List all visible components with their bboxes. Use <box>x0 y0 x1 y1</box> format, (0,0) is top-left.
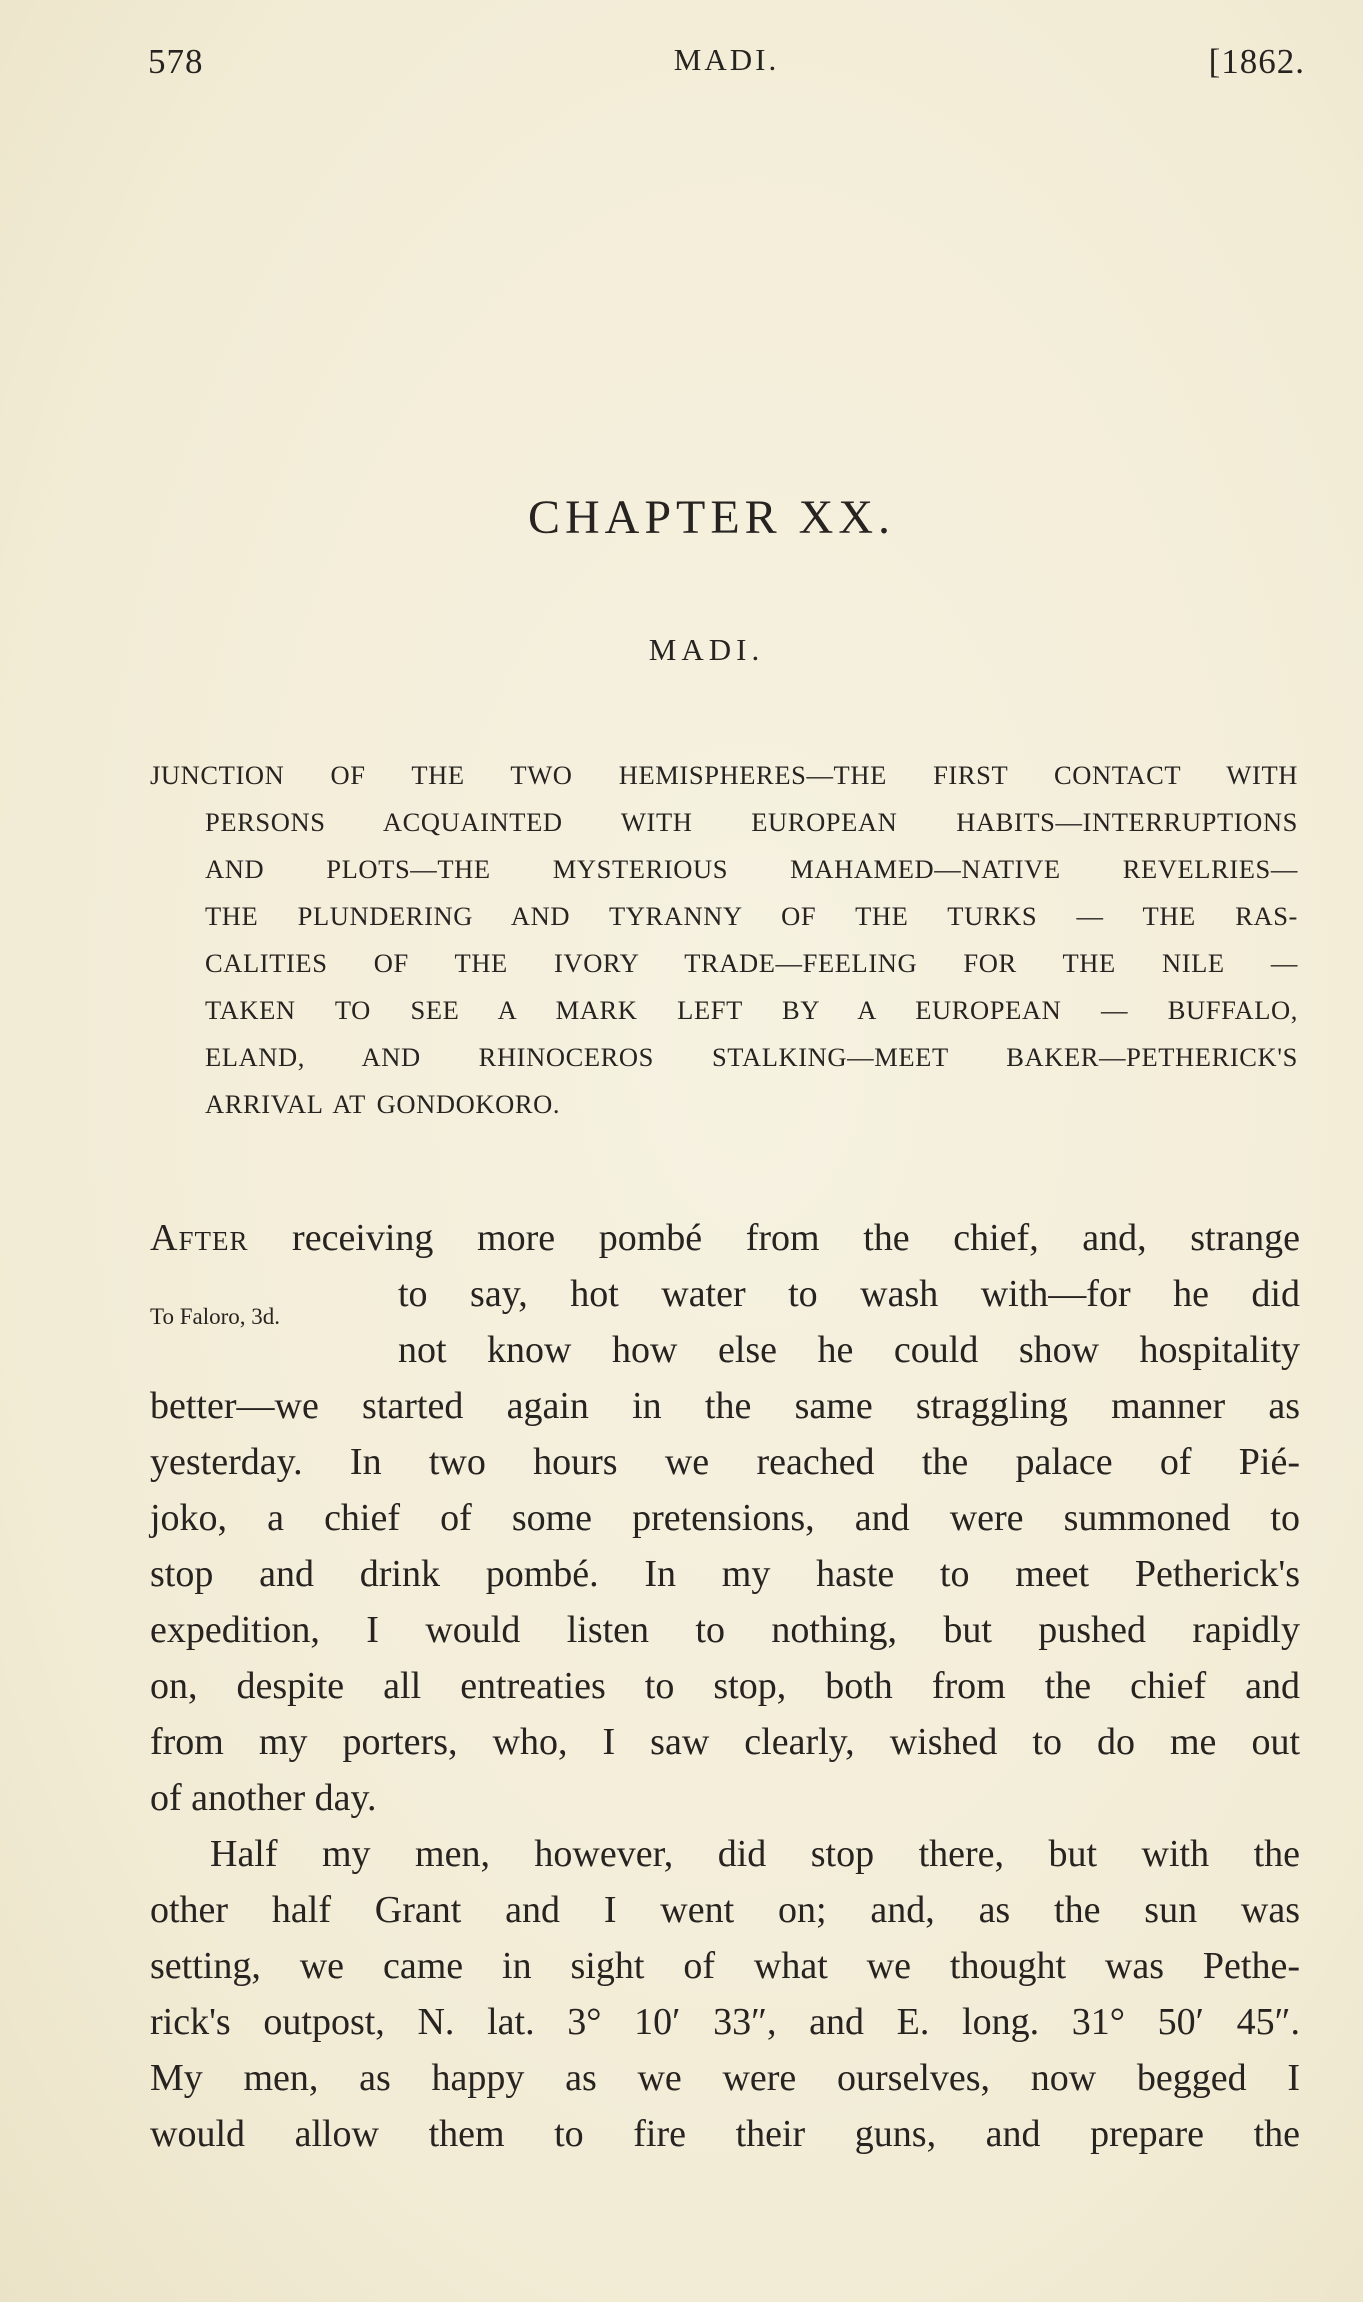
body-line: joko, a chief of some pretensions, and were summoned to <box>150 1497 1300 1539</box>
body-line: better—we started again in the same straggling manner as <box>150 1385 1300 1427</box>
body-line-text: receiving more pombé from the chief, and, strange <box>248 1217 1300 1259</box>
body-line: Half my men, however, did stop there, but with the <box>210 1833 1300 1875</box>
body-line: setting, we came in sight of what we thought was Pethe- <box>150 1945 1300 1987</box>
first-word: After <box>150 1217 249 1259</box>
running-title: MADI. <box>673 42 780 77</box>
synopsis-line: PERSONS ACQUAINTED WITH EUROPEAN HABITS—INTERRUPTIONS <box>205 807 1298 837</box>
body-line: other half Grant and I went on; and, as the sun was <box>150 1889 1300 1931</box>
body-line: would allow them to fire their guns, and prepare the <box>150 2113 1300 2155</box>
synopsis-line: ELAND, AND RHINOCEROS STALKING—MEET BAKER—PETHERICK'S <box>205 1042 1298 1072</box>
body-line: from my porters, who, I saw clearly, wished to do me out <box>150 1721 1300 1763</box>
body-text <box>150 1210 1300 2162</box>
chapter-synopsis <box>150 752 1298 1128</box>
margin-note: To Faloro, 3d. <box>150 1304 280 1329</box>
body-line: of another day. <box>150 1777 377 1819</box>
body-line: on, despite all entreaties to stop, both from the chief and <box>150 1665 1300 1707</box>
running-head <box>148 42 1305 92</box>
body-line: not know how else he could show hospitality <box>398 1329 1300 1371</box>
body-line <box>150 1210 1300 1266</box>
synopsis-line: THE PLUNDERING AND TYRANNY OF THE TURKS — THE RAS- <box>205 901 1298 931</box>
page-number: 578 <box>148 42 204 81</box>
synopsis-line: JUNCTION OF THE TWO HEMISPHERES—THE FIRST CONTACT WITH <box>150 760 1298 790</box>
synopsis-line: TAKEN TO SEE A MARK LEFT BY A EUROPEAN — BUFFALO, <box>205 995 1298 1025</box>
synopsis-line: CALITIES OF THE IVORY TRADE—FEELING FOR THE NILE — <box>205 948 1298 978</box>
body-line: yesterday. In two hours we reached the palace of Pié- <box>150 1441 1300 1483</box>
body-line: rick's outpost, N. lat. 3° 10′ 33″, and E. long. 31° 50′ 45″. <box>150 2001 1300 2043</box>
running-year: [1862. <box>1208 42 1305 81</box>
body-line: expedition, I would listen to nothing, but pushed rapidly <box>150 1609 1300 1651</box>
body-line: to say, hot water to wash with—for he did <box>398 1273 1300 1315</box>
chapter-title: MADI. <box>648 632 765 667</box>
body-line: stop and drink pombé. In my haste to meet Petherick's <box>150 1553 1300 1595</box>
synopsis-line: ARRIVAL AT GONDOKORO. <box>205 1089 561 1119</box>
synopsis-line: AND PLOTS—THE MYSTERIOUS MAHAMED—NATIVE REVELRIES— <box>205 854 1298 884</box>
chapter-number: CHAPTER XX. <box>527 491 896 544</box>
body-line: My men, as happy as we were ourselves, now begged I <box>150 2057 1300 2099</box>
